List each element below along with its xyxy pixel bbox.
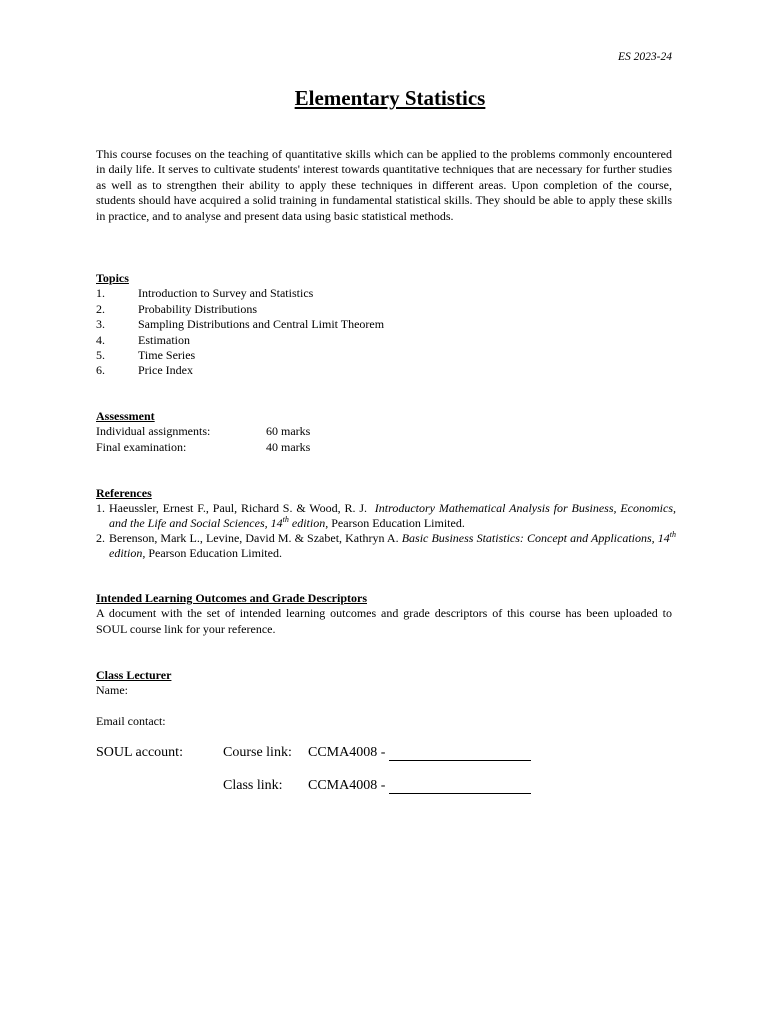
reference-superscript: th xyxy=(282,515,289,525)
topic-number: 6. xyxy=(96,363,105,378)
topic-number: 5. xyxy=(96,347,105,362)
lecturer-section xyxy=(96,668,672,699)
lecturer-heading: Class Lecturer xyxy=(96,668,172,682)
topic-text: Price Index xyxy=(138,363,193,378)
reference-authors: Haeussler, Ernest F., Paul, Richard S. & Wood, R. J. xyxy=(109,501,368,516)
course-link-blank xyxy=(389,746,531,761)
reference-publisher: , Pearson Education Limited. xyxy=(325,516,465,531)
topic-item xyxy=(96,302,672,317)
topic-item xyxy=(96,348,672,363)
topic-number: 4. xyxy=(96,332,105,347)
course-code-header: ES 2023-24 xyxy=(618,51,672,63)
reference-number: 1. xyxy=(96,501,105,516)
topic-number: 1. xyxy=(96,286,105,301)
topic-number: 3. xyxy=(96,317,105,332)
assessment-heading: Assessment xyxy=(96,409,155,423)
reference-publisher: Pearson Education Limited. xyxy=(145,546,282,561)
topic-item xyxy=(96,333,672,348)
page-title: Elementary Statistics xyxy=(294,86,486,110)
references-heading: References xyxy=(96,486,152,500)
topic-item xyxy=(96,363,672,378)
intro-paragraph: This course focuses on the teaching of quantitative skills which can be applied to the problems commonly encountered in daily life. It serves to cultivate students' interest towards quantitative techniques that are necessary for further studies as well as to strengthen their ability to apply these techniques in different areas. Upon completion of the course, students should have acquired a solid training in fundamental statistical skills. They should be able to apply these skills in practice, and to analyse and present data using basic statistical methods. xyxy=(96,147,672,223)
topics-list xyxy=(96,286,672,378)
reference-title: Introductory Mathematical Analysis for Business, Economics, and the Life and Social Sciences, 14 xyxy=(109,501,677,531)
reference-edition: edition, xyxy=(109,546,146,561)
topics-heading: Topics xyxy=(96,271,129,285)
topic-text: Sampling Distributions and Central Limit Theorem xyxy=(138,317,385,332)
course-link-code: CCMA4008 - xyxy=(308,745,386,760)
topic-number: 2. xyxy=(96,301,105,316)
reference-superscript: th xyxy=(669,530,676,540)
ilo-heading: Intended Learning Outcomes and Grade Descriptors xyxy=(96,591,367,605)
reference-edition: edition xyxy=(288,516,326,531)
assessment-label: Final examination: xyxy=(96,439,187,454)
lecturer-name-label: Name: xyxy=(96,683,128,698)
reference-item xyxy=(96,501,676,531)
assessment-row xyxy=(96,424,672,439)
assessment-section xyxy=(96,409,672,455)
references-section xyxy=(96,486,676,561)
reference-authors: Berenson, Mark L., Levine, David M. & Szabet, Kathryn A. xyxy=(109,531,399,546)
class-link-row xyxy=(308,778,531,794)
reference-number: 2. xyxy=(96,531,105,546)
lecturer-email-label: Email contact: xyxy=(96,714,166,728)
ilo-section xyxy=(96,591,672,637)
reference-title: Basic Business Statistics: Concept and Applications, 14 xyxy=(401,531,670,546)
topic-item xyxy=(96,286,672,301)
ilo-text: A document with the set of intended learning outcomes and grade descriptors of this course has been uploaded to SOUL course link for your reference. xyxy=(96,606,672,636)
topic-text: Introduction to Survey and Statistics xyxy=(138,286,314,301)
assessment-label: Individual assignments: xyxy=(96,424,211,439)
class-link-label: Class link: xyxy=(223,778,283,793)
course-link-row xyxy=(308,745,531,761)
soul-account-label: SOUL account: xyxy=(96,745,183,760)
topics-section xyxy=(96,271,672,379)
topic-text: Probability Distributions xyxy=(138,301,258,316)
reference-item xyxy=(96,531,676,561)
class-link-blank xyxy=(389,779,531,794)
assessment-value: 40 marks xyxy=(266,439,311,454)
course-link-label: Course link: xyxy=(223,745,292,760)
topic-text: Time Series xyxy=(138,347,196,362)
topic-text: Estimation xyxy=(138,332,190,347)
class-link-code: CCMA4008 - xyxy=(308,778,386,793)
assessment-value: 60 marks xyxy=(266,424,311,439)
assessment-row xyxy=(96,440,672,455)
topic-item xyxy=(96,317,672,332)
